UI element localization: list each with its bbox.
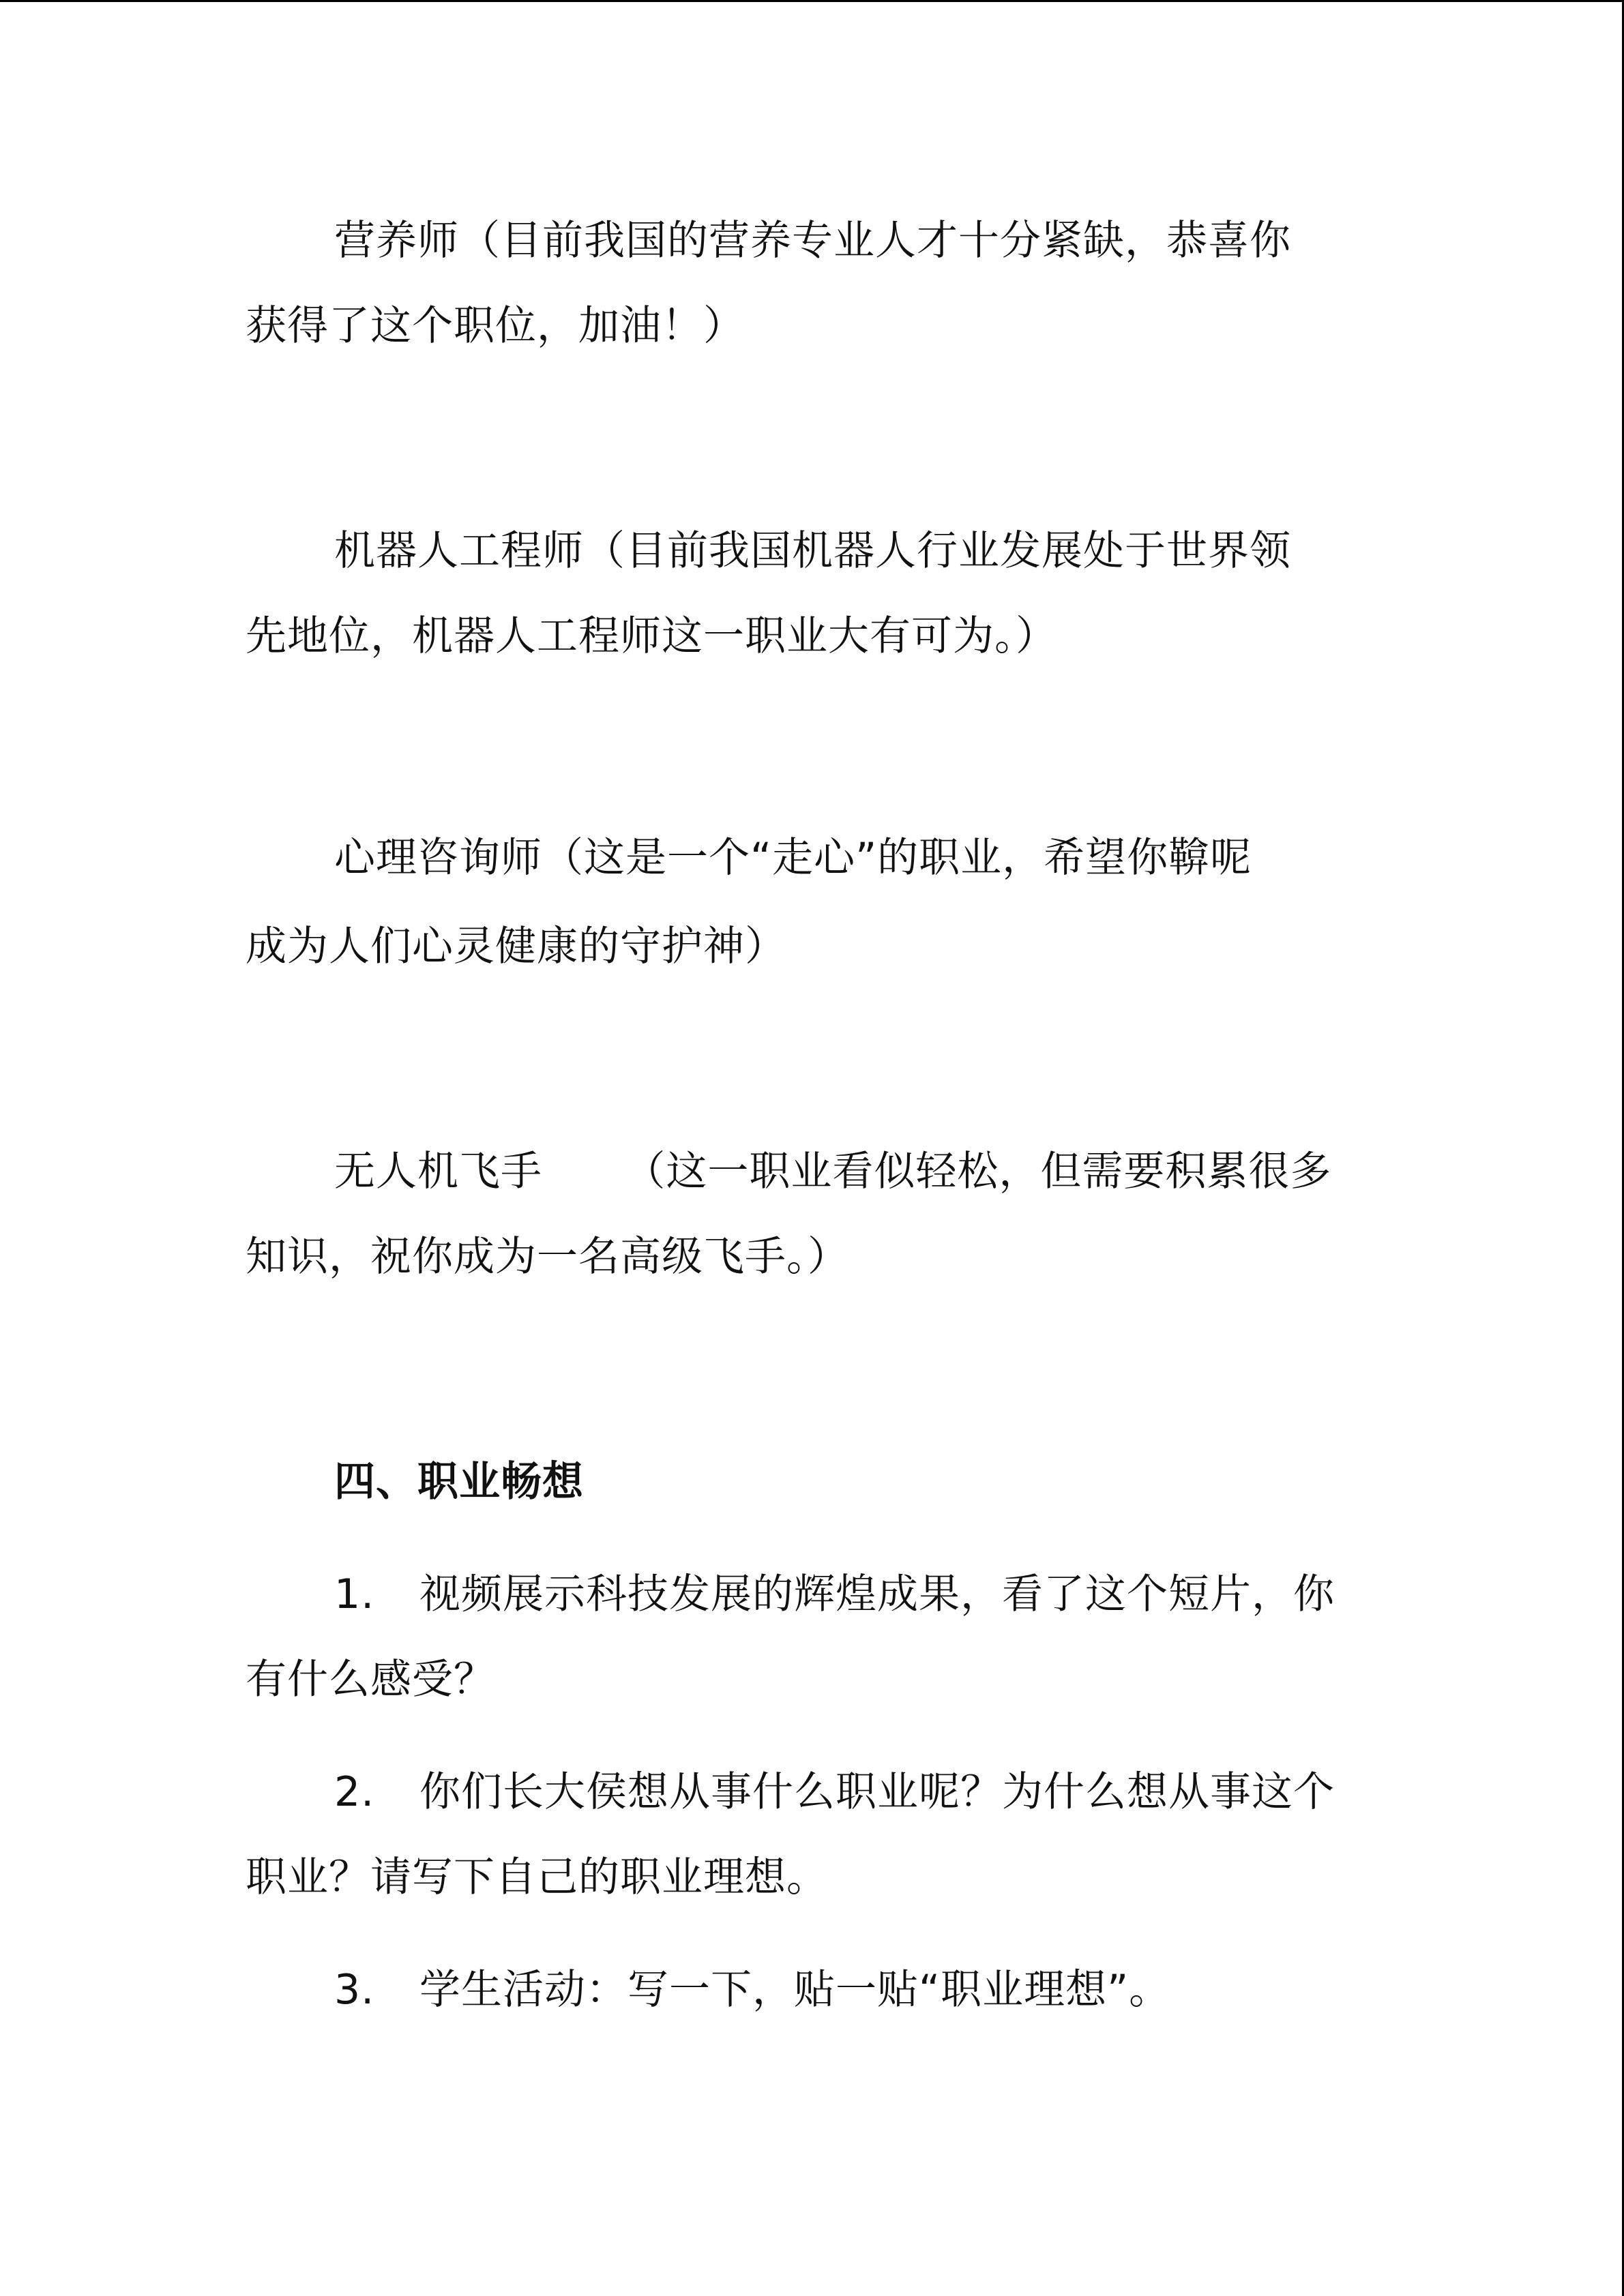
- item-1-line-1: [334, 1567, 1335, 1622]
- item-1-text: 视频展示科技发展的辉煌成果，看了这个短片，你: [419, 1570, 1335, 1618]
- career-counselor-line-1: 心理咨询师（这是一个“走心”的职业，希望你鞥呢: [334, 834, 1252, 882]
- career-counselor-line-2: 成为人们心灵健康的守护神）: [246, 923, 786, 970]
- item-2-number: 2.: [334, 1768, 375, 1816]
- career-drone-pilot-line-2: 知识，祝你成为一名高级飞手。）: [246, 1233, 849, 1281]
- career-nutritionist-line-2: 获得了这个职位，加油！）: [246, 302, 745, 350]
- career-robot-engineer-line-2: 先地位，机器人工程师这一职业大有可为。）: [246, 612, 1057, 660]
- item-2-line-1: [334, 1765, 1335, 1819]
- item-1-number: 1.: [334, 1570, 375, 1618]
- item-3-line-1: [334, 1963, 1170, 2017]
- career-robot-engineer-line-1: 机器人工程师（目前我国机器人行业发展处于世界领: [334, 527, 1291, 575]
- section-heading: 四、职业畅想: [334, 1458, 584, 1506]
- item-3-number: 3.: [334, 1966, 375, 2014]
- career-drone-pilot-line-1: 无人机飞手 （这一职业看似轻松，但需要积累很多: [334, 1148, 1332, 1195]
- career-nutritionist-line-1: 营养师（目前我国的营养专业人才十分紧缺，恭喜你: [334, 217, 1291, 265]
- item-3-text: 学生活动：写一下，贴一贴“职业理想”。: [419, 1966, 1171, 2014]
- item-1-line-2: 有什么感受？: [246, 1656, 495, 1703]
- item-2-line-2: 职业？请写下自己的职业理想。: [246, 1853, 828, 1901]
- item-2-text: 你们长大侯想从事什么职业呢？为什么想从事这个: [419, 1768, 1335, 1816]
